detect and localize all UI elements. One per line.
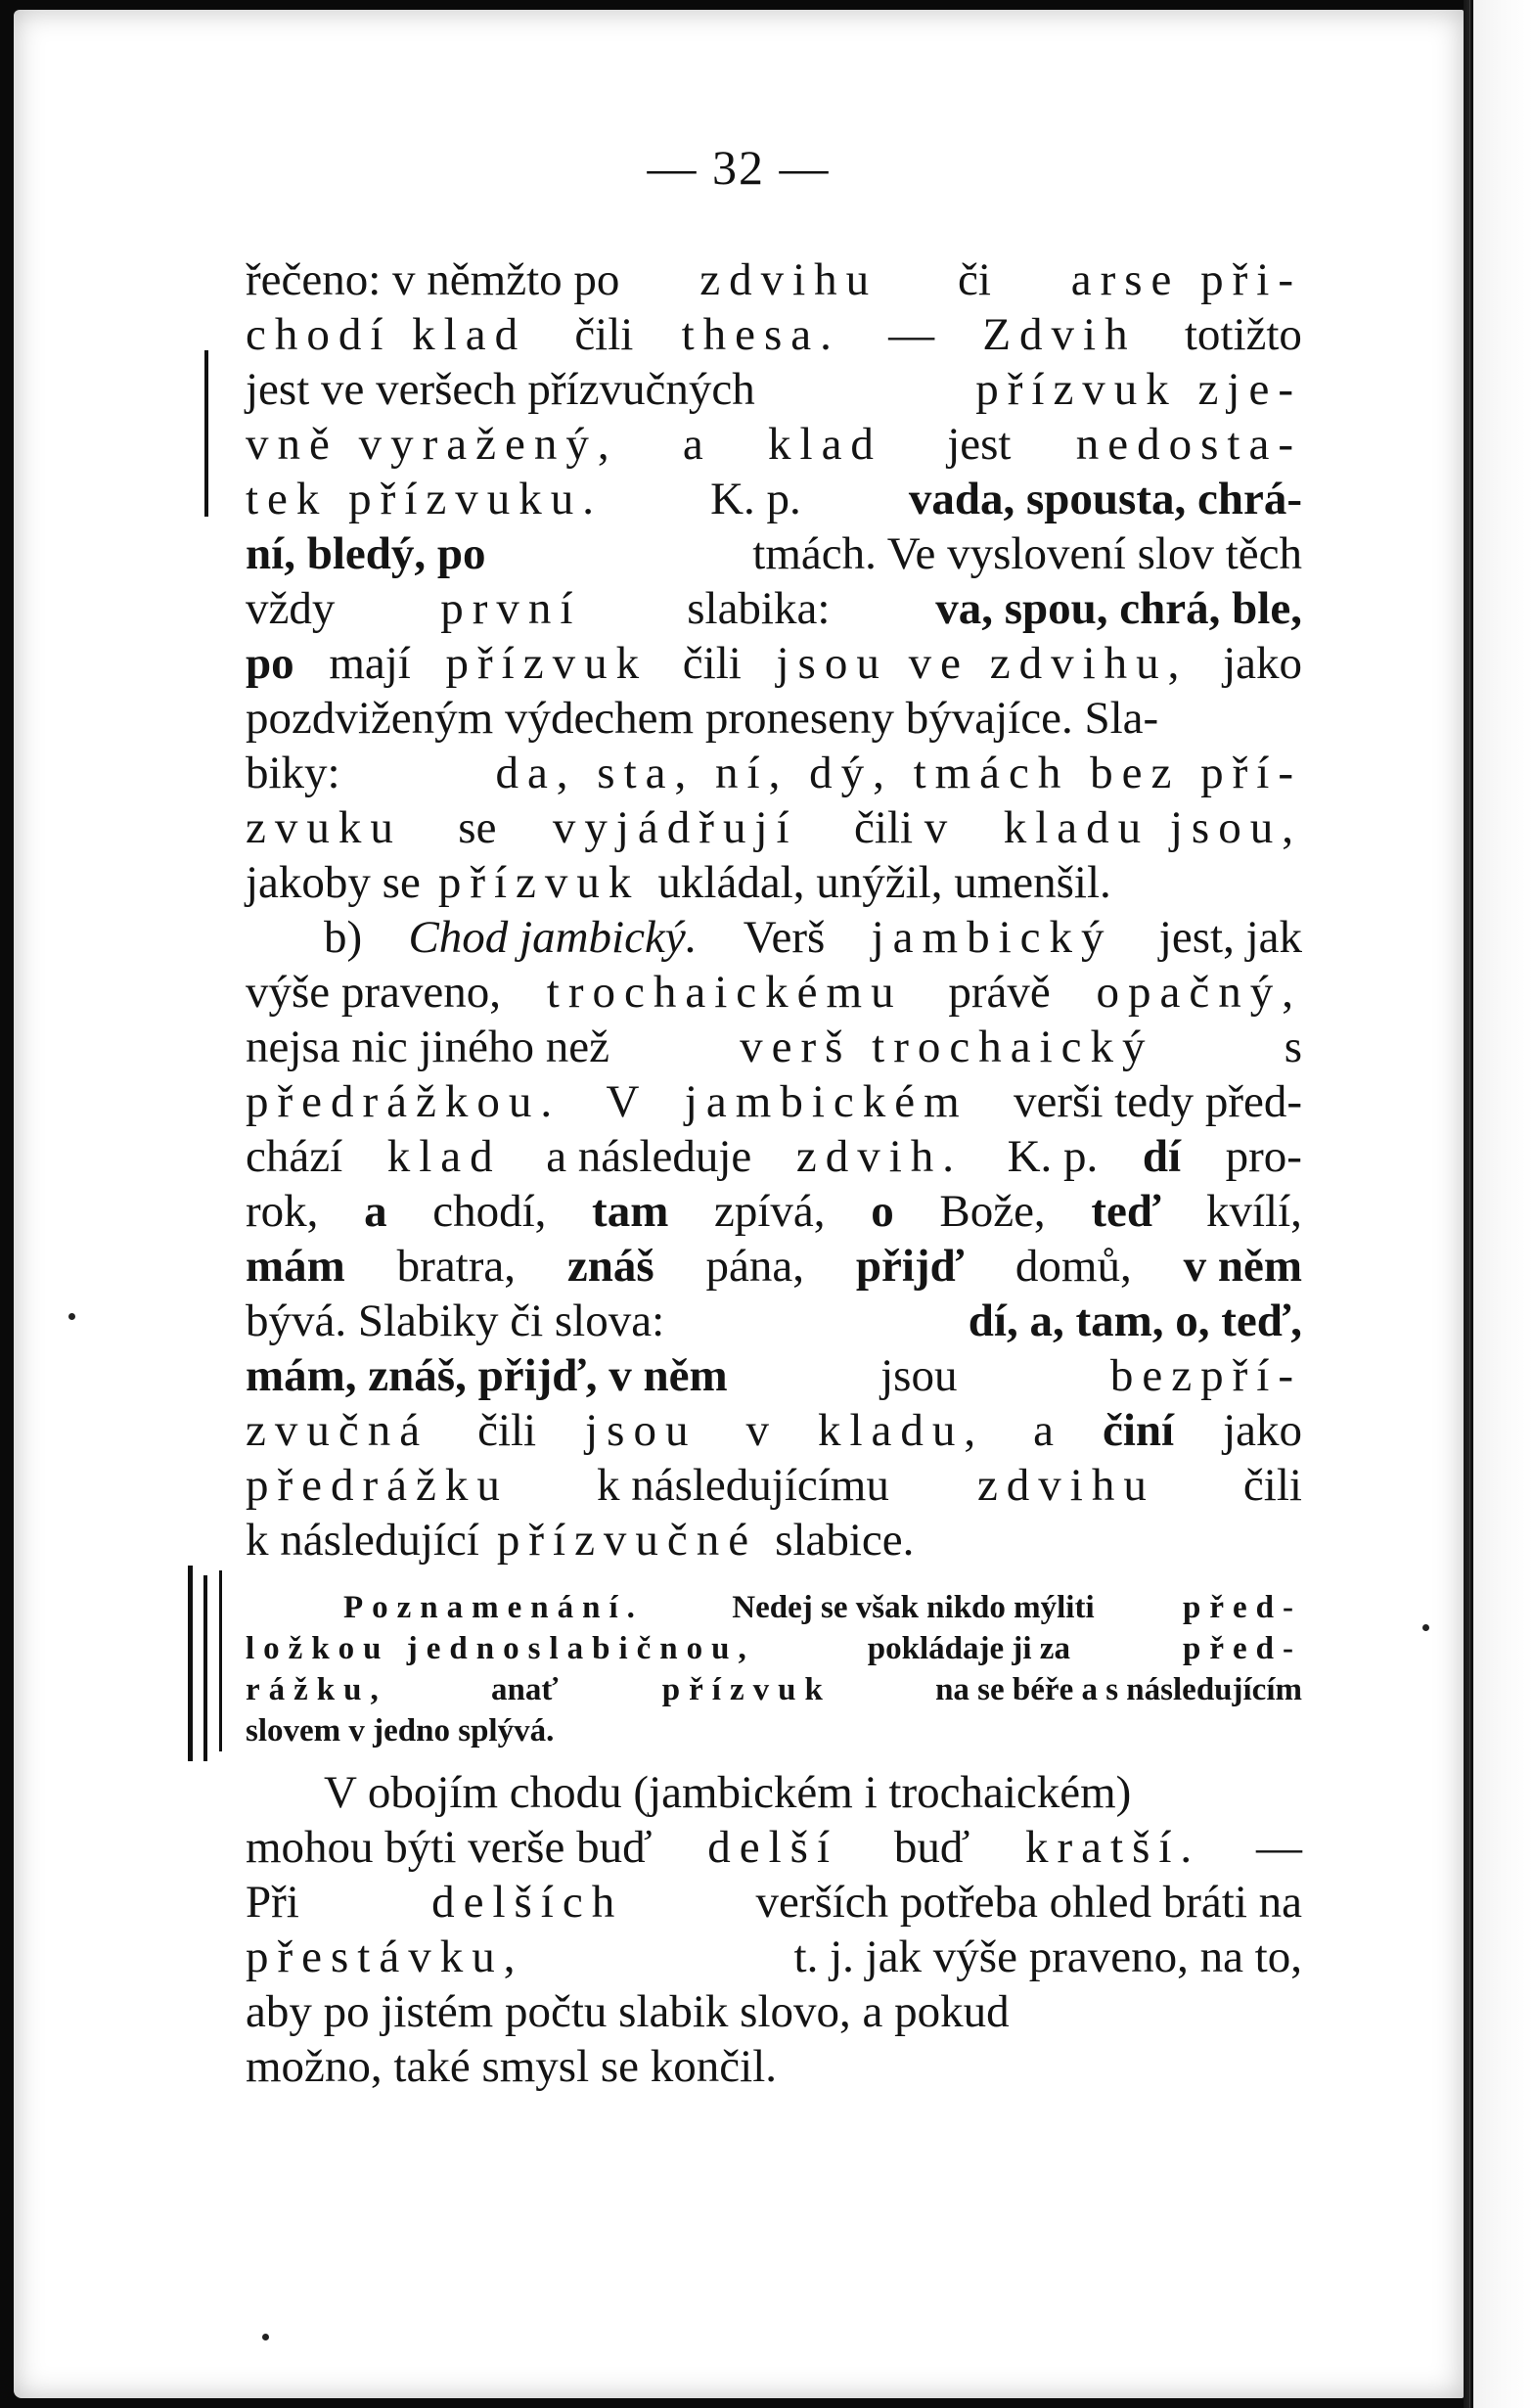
text-line — [246, 800, 1302, 855]
text-run: Poznamenání. — [343, 1590, 644, 1625]
text-run: arse při- — [1070, 254, 1302, 305]
text-run: zvučná — [246, 1405, 429, 1456]
text-line — [246, 1458, 1302, 1513]
text-run: — — [888, 309, 935, 360]
text-run: anať — [491, 1672, 559, 1707]
text-run: chodí klad — [246, 309, 527, 360]
text-line — [246, 252, 1302, 307]
text-run: jako — [1223, 638, 1302, 689]
text-line — [246, 362, 1302, 417]
text-line — [246, 1294, 1302, 1348]
text-run: mohou býti verše buď — [246, 1822, 653, 1873]
text-line — [246, 417, 1302, 472]
text-run: zdvihu — [976, 1460, 1155, 1511]
text-run: zvuku — [246, 802, 402, 853]
text-line — [246, 1129, 1302, 1184]
text-run: V obojím chodu (jambickém i trochaickém) — [324, 1767, 1132, 1818]
margin-dot — [262, 2334, 269, 2340]
text-run: jest ve veršech přízvučných — [246, 364, 755, 415]
text-line — [246, 1184, 1302, 1239]
text-run: k následující — [246, 1515, 479, 1566]
text-run: bratra, — [396, 1241, 517, 1292]
text-run: va, spou, chrá, ble, — [935, 583, 1302, 634]
text-run: možno, také smysl se končil. — [246, 2041, 778, 2092]
text-line — [246, 307, 1302, 362]
text-line — [246, 691, 1302, 746]
text-run: tek přízvuku. — [246, 474, 603, 524]
text-run: předrážkou. — [246, 1076, 562, 1127]
text-run: nejsa nic jiného než — [246, 1022, 609, 1072]
margin-mark-3 — [203, 1575, 207, 1761]
text-line — [246, 1984, 1302, 2039]
text-run: v — [745, 1405, 769, 1456]
text-line — [246, 746, 1302, 800]
text-run: čili — [1242, 1460, 1302, 1511]
text-run: t. j. jak výše praveno, na to, — [793, 1931, 1302, 1982]
text-run: trochaickému — [546, 967, 903, 1018]
text-run: jest — [947, 419, 1012, 470]
text-run: Chod jambický. — [408, 912, 698, 963]
text-run: aby po jistém počtu slabik slovo, a pokud — [246, 1986, 1010, 2037]
text-line — [246, 855, 1302, 910]
text-run: vyjádřují — [552, 802, 798, 853]
text-line — [246, 1239, 1302, 1294]
footnote-block — [246, 1587, 1302, 1751]
text-run: jambický — [871, 912, 1113, 963]
text-line — [246, 1513, 1302, 1567]
text-run: teď — [1091, 1186, 1161, 1237]
text-run: zdvih. — [795, 1131, 964, 1182]
adjacent-page-edge — [1464, 0, 1533, 2408]
text-line — [246, 1074, 1302, 1129]
margin-mark-2 — [188, 1566, 193, 1761]
text-run: první — [440, 583, 582, 634]
text-run: čili v — [853, 802, 948, 853]
text-run: v něm — [1183, 1241, 1302, 1292]
text-run: — — [1255, 1822, 1302, 1873]
text-run: V — [606, 1076, 640, 1127]
text-run: a — [364, 1186, 387, 1237]
text-run: s — [1284, 1022, 1302, 1072]
text-run: chodí, — [432, 1186, 547, 1237]
text-run: přízvuk zje- — [975, 364, 1302, 415]
text-run: delších — [431, 1877, 624, 1928]
text-run: da, sta, ní, dý, tmách bez pří- — [495, 748, 1302, 798]
text-run: a — [682, 419, 703, 470]
text-run: přízvuk — [437, 857, 641, 908]
text-run: přízvuk — [661, 1672, 832, 1707]
margin-dot — [1422, 1624, 1429, 1631]
text-run: znáš — [566, 1241, 654, 1292]
text-run: mám — [246, 1241, 345, 1292]
note-line — [246, 1669, 1302, 1710]
text-line — [246, 910, 1302, 965]
text-run: klad — [386, 1131, 502, 1182]
text-run: delší — [707, 1822, 839, 1873]
text-run: verších potřeba ohled bráti na — [755, 1877, 1302, 1928]
text-run: kratší. — [1025, 1822, 1201, 1873]
text-run: činí — [1102, 1405, 1175, 1456]
book-page — [14, 10, 1464, 2398]
text-run: přízvučné — [496, 1515, 758, 1566]
text-run: jest, jak — [1158, 912, 1302, 963]
text-line — [246, 581, 1302, 636]
text-run: biky: — [246, 748, 340, 798]
text-run: tmách. Ve vyslovení slov těch — [752, 528, 1302, 579]
text-run: rážku, — [246, 1672, 387, 1707]
text-run: před- — [1182, 1631, 1302, 1666]
text-run: Zdvih — [982, 309, 1137, 360]
page-border-rule — [1470, 0, 1473, 2408]
text-run: jakoby se — [246, 857, 421, 908]
text-run: a následuje — [546, 1131, 752, 1182]
text-run: K. p. — [710, 474, 801, 524]
text-run: pokládaje ji za — [867, 1631, 1070, 1666]
text-run: domů, — [1014, 1241, 1132, 1292]
text-line — [246, 1403, 1302, 1458]
text-run: čili — [682, 638, 742, 689]
text-line — [246, 1020, 1302, 1074]
text-line — [246, 1930, 1302, 1984]
text-run: jako — [1223, 1405, 1302, 1456]
text-run: ložkou jednoslabičnou, — [246, 1631, 755, 1666]
note-line — [246, 1587, 1302, 1628]
text-run: b) — [324, 912, 363, 963]
margin-mark-4 — [219, 1570, 222, 1751]
text-run: chází — [246, 1131, 343, 1182]
text-run: zpívá, — [714, 1186, 826, 1237]
margin-dot — [68, 1313, 75, 1320]
text-run: mám, znáš, přijď, v něm — [246, 1350, 728, 1401]
text-run: předrážku — [246, 1460, 509, 1511]
text-run: rok, — [246, 1186, 319, 1237]
text-run: thesa. — [681, 309, 840, 360]
text-run: pro- — [1225, 1131, 1302, 1182]
text-run: verš trochaický — [740, 1022, 1154, 1072]
text-run: bezpří- — [1109, 1350, 1302, 1401]
text-run: kvílí, — [1205, 1186, 1302, 1237]
text-run: se — [458, 802, 497, 853]
text-run: totižto — [1184, 309, 1302, 360]
text-run: a — [1033, 1405, 1054, 1456]
note-line — [246, 1628, 1302, 1669]
text-line — [246, 1875, 1302, 1930]
text-run: klad — [768, 419, 882, 470]
text-run: jsou — [585, 1405, 698, 1456]
text-run: přijď — [855, 1241, 965, 1292]
text-run: pána, — [705, 1241, 805, 1292]
text-run: řečeno: v němžto po — [246, 254, 620, 305]
text-run: výše praveno, — [246, 967, 502, 1018]
text-run: opačný, — [1096, 967, 1302, 1018]
text-run: přestávku, — [246, 1931, 524, 1982]
text-run: právě — [948, 967, 1051, 1018]
text-run: tam — [592, 1186, 669, 1237]
text-run: buď — [893, 1822, 970, 1873]
text-run: Nedej se však nikdo mýliti — [732, 1590, 1095, 1625]
text-run: čili — [477, 1405, 537, 1456]
text-line — [246, 965, 1302, 1020]
text-run: nedosta- — [1075, 419, 1302, 470]
text-run: vždy — [246, 583, 336, 634]
text-line — [246, 1348, 1302, 1403]
text-run: zdvihu — [699, 254, 879, 305]
text-line — [246, 526, 1302, 581]
text-run: Při — [246, 1877, 299, 1928]
text-run: verši tedy před- — [1014, 1076, 1302, 1127]
text-run: slabice. — [775, 1515, 915, 1566]
text-run: dí, a, tam, o, teď, — [968, 1295, 1302, 1346]
text-run: vada, spousta, chrá- — [908, 474, 1302, 524]
text-run: či — [957, 254, 991, 305]
text-run: jsou — [880, 1350, 958, 1401]
text-line — [246, 472, 1302, 526]
text-run: dí — [1142, 1131, 1182, 1182]
text-line — [246, 2039, 1302, 2094]
text-run: o — [871, 1186, 894, 1237]
text-run: po — [246, 638, 294, 689]
text-run: čili — [574, 309, 634, 360]
text-run: ukládal, unýžil, umenšil. — [657, 857, 1111, 908]
body-text — [246, 252, 1302, 2094]
text-run: Bože, — [939, 1186, 1046, 1237]
text-run: ní, bledý, po — [246, 528, 486, 579]
text-run: na se béře a s následujícím — [935, 1672, 1302, 1707]
text-run: k následujícímu — [596, 1460, 889, 1511]
text-run: pozdviženým výdechem proneseny bývajíce. Sla- — [246, 693, 1159, 744]
text-run: kladu jsou, — [1003, 802, 1302, 853]
text-line — [246, 1820, 1302, 1875]
text-run: přízvuk — [445, 638, 649, 689]
text-run: slovem v jedno splývá. — [246, 1713, 555, 1749]
text-run: bývá. Slabiky či slova: — [246, 1295, 665, 1346]
text-run: slabika: — [687, 583, 831, 634]
text-line — [246, 636, 1302, 691]
text-run: K. p. — [1007, 1131, 1099, 1182]
text-run: Verš — [743, 912, 826, 963]
text-line — [246, 1765, 1302, 1820]
page-number: — 32 — — [647, 140, 831, 195]
text-run: jsou ve zdvihu, — [776, 638, 1189, 689]
text-run: jambickém — [684, 1076, 969, 1127]
text-run: před- — [1182, 1590, 1302, 1625]
note-line — [246, 1710, 1302, 1751]
text-run: vně vyražený, — [246, 419, 618, 470]
margin-mark-1 — [204, 350, 208, 517]
text-run: kladu, — [817, 1405, 985, 1456]
text-run: mají — [329, 638, 411, 689]
